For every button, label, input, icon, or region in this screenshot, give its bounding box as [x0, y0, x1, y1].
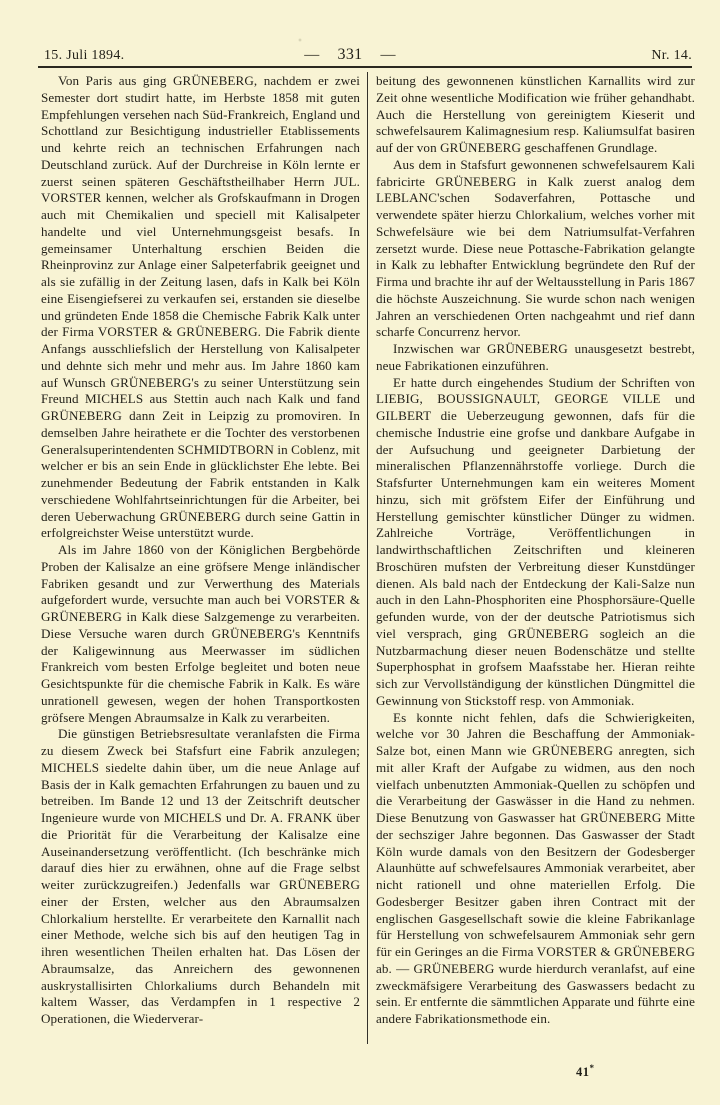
left-text-column — [41, 73, 360, 1063]
page-header — [38, 40, 692, 64]
header-rule — [38, 66, 692, 68]
signature-mark-number: 41 — [576, 1065, 590, 1080]
page-number: 331 — [337, 46, 363, 63]
paragraph: beitung des gewonnenen künstlichen Karnallits wird zur Zeit ohne wesentliche Modification wie früher gehandhabt. Auch die Herstellung von gereinigtem Kieserit und schwefelsaurem Kalimagnesium resp. Kaliumsulfat basiren auf der von GRÜNEBERG geschaffenen Grundlage. — [376, 73, 695, 155]
paragraph: Inzwischen war GRÜNEBERG unausgesetzt bestrebt, neue Fabrikationen einzuführen. — [376, 341, 695, 373]
column-divider-rule — [367, 72, 368, 1044]
paragraph: Von Paris aus ging GRÜNEBERG, nachdem er zwei Semester dort studirt hatte, im Herbste 1858 mit guten Empfehlungen versehen nach Süd-Frankreich, England und Schottland zur Besichtigung industrieller Etablissements und kehrte reich an technischen Erfahrungen nach Deutschland zurück. Auf der Durchreise in Köln lernte er zuerst seinen späteren Geschäftstheilhaber Herrn JUL. VORSTER kennen, welcher als Grofskaufmann in Drogen auch mit Chemikalien und speciell mit Kalisalpeter handelte und viel Unternehmungsgeist besafs. In gemeinsamer Unterhaltung erschien Beiden die Rheinprovinz zur Anlage einer Salpeterfabrik geeignet und als sie zufällig in der Zeitung lasen, dafs in Kalk bei Köln eine Eisengiefserei zu verkaufen sei, erstanden sie dieselbe und gründeten Ende 1858 die Chemische Fabrik Kalk unter der Firma VORSTER & GRÜNEBERG. Die Fabrik diente Anfangs ausschliefslich der Herstellung von Kalisalpeter und dehnte sich mehr und mehr aus. Im Jahre 1860 kam auf Wunsch GRÜNEBERG's zu seiner Unterstützung sein Freund MICHELS aus Stettin auch nach Kalk und fand GRÜNEBERG dann Zeit in Leipzig zu promoviren. In demselben Jahre heirathete er die Tochter des verstorbenen Generalsuperintendenten SCHMIDTBORN in Coblenz, mit welcher er bis an sein Ende in glücklichster Ehe lebte. Bei zunehmender Bedeutung der Fabrik entstanden in Kalk verschiedene Wohlfahrtseinrichtungen für die Arbeiter, bei deren Ueberwachung GRÜNEBERG durch seine Gattin in erfolgreichster Weise unterstützt wurde. — [41, 73, 360, 541]
paragraph: Die günstigen Betriebsresultate veranlafsten die Firma zu diesem Zweck bei Stafsfurt eine Fabrik anzulegen; MICHELS siedelte dahin über, um die neue Anlage auf Basis der in Kalk gemachten Erfahrungen zu bauen und zu betreiben. Im Bande 12 und 13 der Zeitschrift deutscher Ingenieure wurde von MICHELS und Dr. A. FRANK über die Priorität für die Verarbeitung der Kalisalze eine Auseinandersetzung veröffentlicht. (Ich beschränke mich darauf dies hier zu erwähnen, ohne auf die Frage selbst weiter zurückzugreifen.) Jedenfalls war GRÜNEBERG einer der Ersten, welcher aus den Abraumsalzen Chlorkalium herstellte. Er verarbeitete den Karnallit nach einer Methode, welche sich bis auf den heutigen Tag in ihren wesentlichen Theilen erhalten hat. Das Lösen der Abraumsalze, das Anreichern des gewonnenen auskrystallisirten Chlorkaliums durch Behandeln mit kaltem Wasser, das Verdampfen in 1 respective 2 Operationen, die Wiederverar- — [41, 726, 360, 1026]
paragraph: Es konnte nicht fehlen, dafs die Schwierigkeiten, welche vor 30 Jahren die Beschaffung der Ammoniak-Salze bot, einen Mann wie GRÜNEBERG anregten, sich mit aller Kraft der Aufgabe zu widmen, aus den noch vielfach unbenutzten Ammoniak-Quellen zu schöpfen und die Verarbeitung der Gaswässer in die Hand zu nehmen. Diese Benutzung von Gaswasser hat GRÜNEBERG Mitte der sechsziger Jahre begonnen. Das Gaswasser der Stadt Köln wurde damals von den Besitzern der Godesberger Alaunhütte auf schwefelsaures Ammoniak verarbeitet, aber nicht rationell und ohne materiellen Erfolg. Die Godesberger Besitzer gaben ihren Contract mit der englischen Gasgesellschaft sowie die kleine Fabrikanlage für Herstellung von schwefelsaurem Ammoniak sehr gern für ein Geringes an die Firma VORSTER & GRÜNEBERG ab. — GRÜNEBERG wurde hierdurch veranlafst, auf eine zweckmäfsigere Verarbeitung des Gaswassers bedacht zu sein. Er entfernte die sämmtlichen Apparate und führte eine andere Fabrikationsmethode ein. — [376, 709, 695, 1026]
paragraph: Als im Jahre 1860 von der Königlichen Bergbehörde Proben der Kalisalze an eine gröfsere Menge inländischer Fabriken gesandt und zur Verwerthung des Materials aufgefordert wurde, versuchte man auch bei VORSTER & GRÜNEBERG in Kalk diese Salzgemenge zu verarbeiten. Diese Versuche waren durch GRÜNEBERG's Kenntnifs der Kaligewinnung aus Meerwasser im südlichen Frankreich vom besten Erfolge begleitet und boten neue Gesichtspunkte für die chemische Fabrik in Kalk. Es wäre unrationell gewesen, wegen der hohen Transportkosten gröfsere Mengen Abraumsalze in Kalk zu verarbeiten. — [41, 542, 360, 725]
signature-mark-star: * — [589, 1063, 595, 1073]
page-number-block — [38, 46, 662, 64]
signature-mark — [576, 1063, 595, 1080]
page-number-dash-right: — — [380, 47, 396, 63]
journal-date: 15. Juli 1894. — [44, 48, 125, 63]
paragraph: Aus dem in Stafsfurt gewonnenen schwefelsaurem Kali fabricirte GRÜNEBERG in Kalk zuerst analog dem LEBLANC'schen Sodaverfahren, Pottasche und verwendete später hierzu Chlorkalium, welches vorher mit Schwefelsäure wie bei dem Natriumsulfat-Verfahren zersetzt wurde. Diese neue Pottasche-Fabrikation gelangte in Kalk zu lebhafter Entwicklung begründete den Ruf der Firma und brachte ihr auf der Weltausstellung in Paris 1867 die höchste Auszeichnung. Sie wurde schon nach wenigen Jahren an verschiedenen Orten nachgeahmt und rief dann scharfe Concurrenz hervor. — [376, 156, 695, 340]
issue-number: Nr. 14. — [651, 48, 692, 63]
paragraph: Er hatte durch eingehendes Studium der Schriften von LIEBIG, BOUSSIGNAULT, GEORGE VILLE und GILBERT die Ueberzeugung gewonnen, dafs für die chemische Industrie eine grofse und dankbare Aufgabe in der Aufsuchung und geeigneter Darbietung der mineralischen Pflanzennährstoffe vorliege. Durch die Stafsfurter Unternehmungen kam ein weiteres Moment hinzu, sich mit gröfstem Eifer der Einführung und Herstellung gemischter künstlicher Dünger zu widmen. Zahlreiche Vorträge, Veröffentlichungen in landwirthschaftlichen Zeitschriften und kleineren Broschüren mufsten der Verbreitung dieser Kunstdünger dienen. Als bald nach der Entdeckung der Kali-Salze nun auch in den Lahn-Phosphoriten eine Phosphorsäure-Quelle gefunden wurde, von der der deutsche Patriotismus sich viel versprach, ging GRÜNEBERG sogleich an die Nutzbarmachung dieser neuen Bodenschätze und stellte Superphosphat in grofsem Maafsstabe her. Hieran reihte sich zur Vervollständigung der künstlichen Düngmittel die Gewinnung von Stickstoff resp. von Ammoniak. — [376, 374, 695, 708]
right-text-column — [376, 73, 695, 1063]
page-number-dash-left: — — [304, 47, 320, 63]
